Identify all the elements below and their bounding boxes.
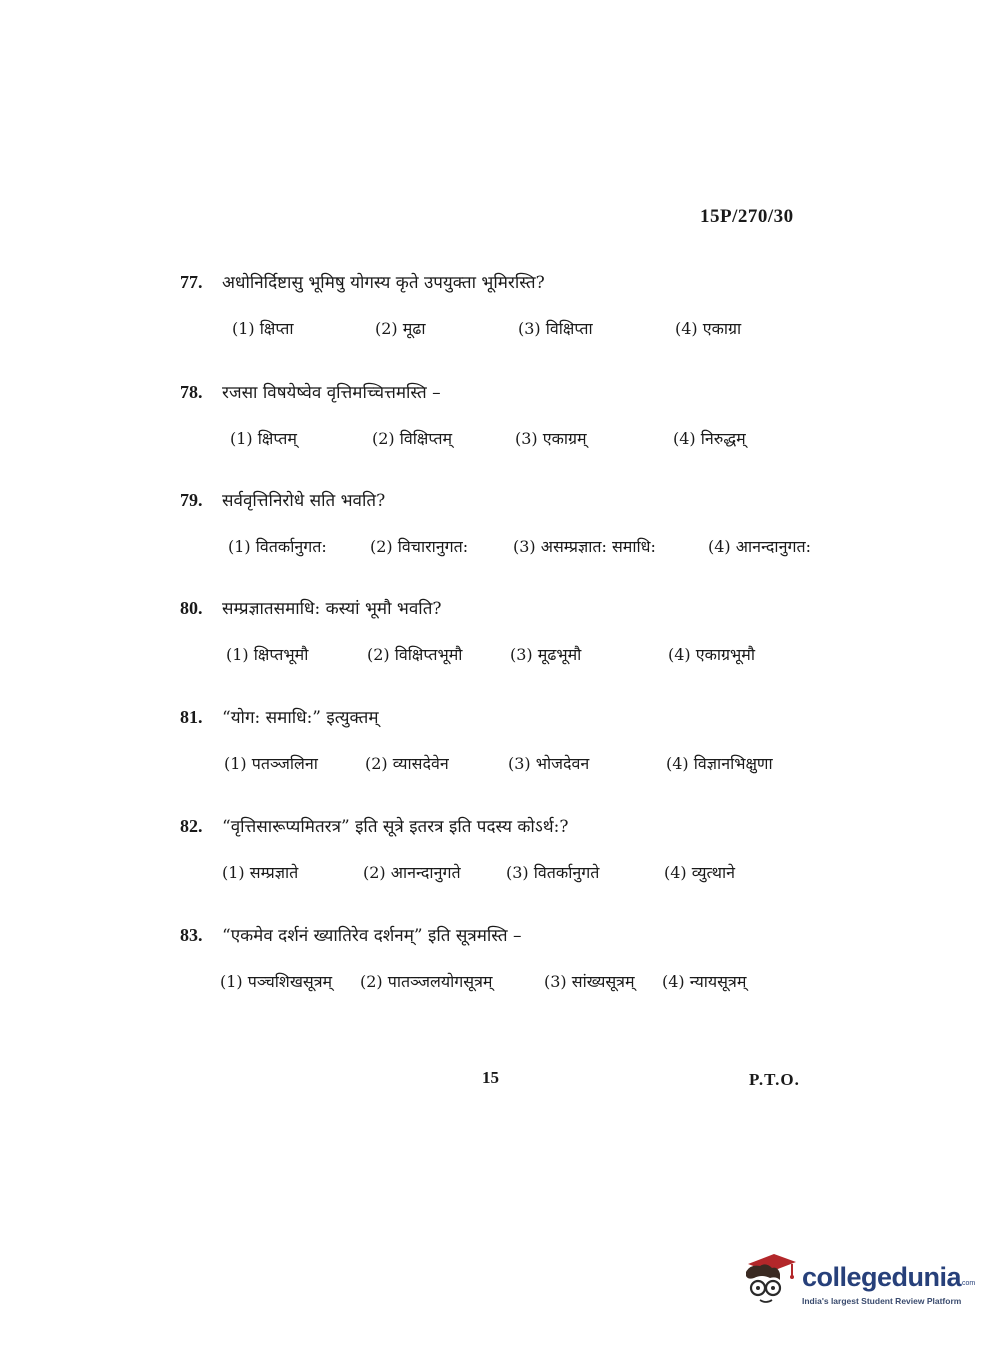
question-number: 81. <box>180 707 203 727</box>
option-3: (3) सांख्यसूत्रम् <box>544 972 635 991</box>
option-1: (1) क्षिप्तभूमौ <box>226 645 309 664</box>
question-number: 80. <box>180 598 203 618</box>
question-78 <box>180 380 860 455</box>
option-4: (4) एकाग्रभूमौ <box>668 645 756 664</box>
option-1: (1) क्षिप्तम् <box>230 429 297 448</box>
question-number: 83. <box>180 925 203 945</box>
question-text: सर्ववृत्तिनिरोधे सति भवति? <box>222 491 386 511</box>
option-4: (4) न्यायसूत्रम् <box>662 972 747 991</box>
question-79 <box>180 488 860 563</box>
mascot-icon <box>740 1250 798 1310</box>
option-2: (2) विचारानुगत: <box>370 537 469 556</box>
question-number: 78. <box>180 382 203 402</box>
option-1: (1) पञ्चशिखसूत्रम् <box>220 972 333 991</box>
question-81 <box>180 705 860 780</box>
question-number: 82. <box>180 816 203 836</box>
paper-code: 15P/270/30 <box>700 206 794 227</box>
logo-tagline: India's largest Student Review Platform <box>802 1296 962 1306</box>
question-82 <box>180 814 860 889</box>
logo-wordmark: collegedunia <box>802 1262 962 1292</box>
option-1: (1) क्षिप्ता <box>232 319 294 338</box>
question-text: “एकमेव दर्शनं ख्यातिरेव दर्शनम्” इति सूत्रमस्ति – <box>222 926 522 946</box>
option-2: (2) विक्षिप्तम् <box>372 429 453 448</box>
pto-label: P.T.O. <box>749 1070 800 1089</box>
option-3: (3) मूढभूमौ <box>510 645 582 664</box>
option-3: (3) भोजदेवन <box>508 754 590 773</box>
option-2: (2) पातञ्जलयोगसूत्रम् <box>360 972 493 991</box>
option-4: (4) निरुद्धम् <box>673 429 746 448</box>
question-text: “वृत्तिसारूप्यमितरत्र” इति सूत्रे इतरत्र इति पदस्य कोऽर्थ:? <box>222 817 569 837</box>
question-number: 77. <box>180 272 203 292</box>
question-80 <box>180 596 860 671</box>
question-text: “योग: समाधि:” इत्युक्तम् <box>222 708 379 728</box>
option-2: (2) मूढा <box>375 319 426 338</box>
option-4: (4) व्युत्थाने <box>664 863 736 882</box>
option-1: (1) पतञ्जलिना <box>224 754 318 773</box>
option-4: (4) आनन्दानुगत: <box>708 537 811 556</box>
question-number: 79. <box>180 490 203 510</box>
question-text: सम्प्रज्ञातसमाधि: कस्यां भूमौ भवति? <box>222 599 442 619</box>
option-2: (2) व्यासदेवेन <box>365 754 449 773</box>
option-2: (2) विक्षिप्तभूमौ <box>367 645 463 664</box>
option-3: (3) विक्षिप्ता <box>518 319 593 338</box>
option-1: (1) सम्प्रज्ञाते <box>222 863 299 882</box>
collegedunia-logo[interactable] <box>740 1250 976 1320</box>
question-text: रजसा विषयेष्वेव वृत्तिमच्चित्तमस्ति – <box>222 383 441 403</box>
question-83 <box>180 923 860 998</box>
option-4: (4) एकाग्रा <box>675 319 742 338</box>
option-3: (3) असम्प्रज्ञात: समाधि: <box>513 537 656 556</box>
option-3: (3) वितर्कानुगते <box>506 863 600 882</box>
option-2: (2) आनन्दानुगते <box>363 863 461 882</box>
logo-suffix: .com <box>960 1280 976 1287</box>
question-77 <box>180 270 860 345</box>
option-3: (3) एकाग्रम् <box>515 429 587 448</box>
page-number: 15 <box>482 1068 499 1087</box>
option-1: (1) वितर्कानुगत: <box>228 537 327 556</box>
option-4: (4) विज्ञानभिक्षुणा <box>666 754 773 773</box>
question-text: अधोनिर्दिष्टासु भूमिषु योगस्य कृते उपयुक्ता भूमिरस्ति? <box>222 273 545 293</box>
